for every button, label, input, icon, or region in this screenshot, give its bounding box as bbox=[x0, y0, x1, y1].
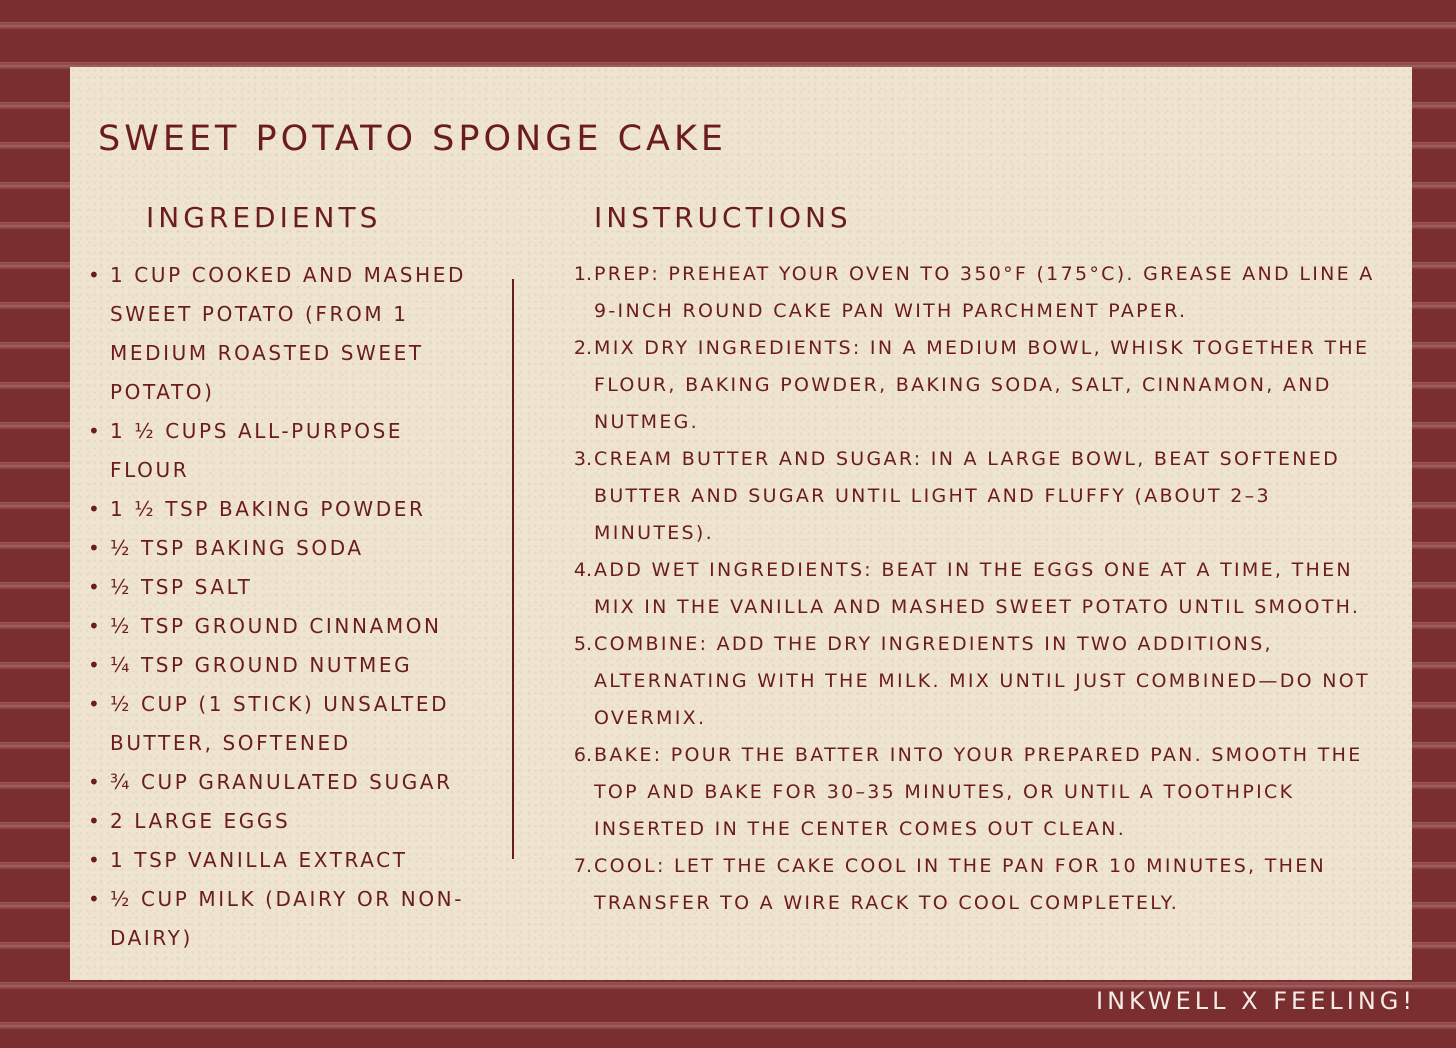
bullet-icon: • bbox=[88, 770, 103, 794]
ingredient-item bbox=[88, 256, 488, 412]
step-number: 4. bbox=[573, 559, 592, 581]
ingredient-item bbox=[88, 685, 488, 763]
instruction-step bbox=[564, 256, 1384, 330]
step-number: 3. bbox=[573, 448, 592, 470]
instruction-step bbox=[564, 441, 1384, 552]
brand-footer: INKWELL X FEELING! bbox=[1095, 987, 1416, 1015]
ingredient-text: ½ TSP GROUND CINNAMON bbox=[110, 614, 442, 638]
instruction-step bbox=[564, 552, 1384, 626]
bullet-icon: • bbox=[88, 575, 103, 599]
step-number: 1. bbox=[573, 263, 592, 285]
ingredient-text: 1 ½ CUPS ALL-PURPOSE FLOUR bbox=[110, 419, 404, 482]
bullet-icon: • bbox=[88, 887, 103, 911]
instructions-list bbox=[564, 256, 1384, 922]
instruction-step bbox=[564, 737, 1384, 848]
step-text: PREP: PREHEAT YOUR OVEN TO 350°F (175°C). GREASE AND LINE A 9-INCH ROUND CAKE PAN WITH PARCHMENT PAPER. bbox=[594, 263, 1375, 322]
step-number: 2. bbox=[573, 337, 592, 359]
ingredients-list bbox=[88, 256, 488, 958]
bullet-icon: • bbox=[88, 497, 103, 521]
ingredient-text: ½ TSP SALT bbox=[110, 575, 253, 599]
step-text: BAKE: POUR THE BATTER INTO YOUR PREPARED PAN. SMOOTH THE TOP AND BAKE FOR 30–35 MINUTES, OR UNTIL A TOOTHPICK INSERTED IN THE CENTER COMES OUT CLEAN. bbox=[594, 744, 1363, 840]
ingredient-item bbox=[88, 490, 488, 529]
step-text: COMBINE: ADD THE DRY INGREDIENTS IN TWO ADDITIONS, ALTERNATING WITH THE MILK. MIX UNTIL JUST COMBINED—DO NOT OVERMIX. bbox=[594, 633, 1370, 729]
recipe-card bbox=[70, 67, 1412, 980]
recipe-title: SWEET POTATO SPONGE CAKE bbox=[98, 119, 728, 159]
instruction-step bbox=[564, 626, 1384, 737]
step-text: COOL: LET THE CAKE COOL IN THE PAN FOR 10 MINUTES, THEN TRANSFER TO A WIRE RACK TO COOL COMPLETELY. bbox=[594, 855, 1327, 914]
ingredient-item bbox=[88, 646, 488, 685]
ingredient-item bbox=[88, 763, 488, 802]
ingredient-text: ½ TSP BAKING SODA bbox=[110, 536, 364, 560]
ingredient-item bbox=[88, 568, 488, 607]
ingredient-text: ½ CUP MILK (DAIRY OR NON-DAIRY) bbox=[110, 887, 465, 950]
column-divider bbox=[512, 279, 514, 859]
instruction-step bbox=[564, 330, 1384, 441]
step-text: ADD WET INGREDIENTS: BEAT IN THE EGGS ONE AT A TIME, THEN MIX IN THE VANILLA AND MASHED SWEET POTATO UNTIL SMOOTH. bbox=[594, 559, 1361, 618]
ingredient-text: 1 TSP VANILLA EXTRACT bbox=[110, 848, 408, 872]
ingredient-text: ½ CUP (1 STICK) UNSALTED BUTTER, SOFTENED bbox=[110, 692, 450, 755]
instructions-heading: INSTRUCTIONS bbox=[594, 201, 852, 234]
bullet-icon: • bbox=[88, 809, 103, 833]
step-number: 6. bbox=[573, 744, 592, 766]
ingredient-item bbox=[88, 880, 488, 958]
step-text: MIX DRY INGREDIENTS: IN A MEDIUM BOWL, WHISK TOGETHER THE FLOUR, BAKING POWDER, BAKING SODA, SALT, CINNAMON, AND NUTMEG. bbox=[594, 337, 1370, 433]
ingredient-text: 1 ½ TSP BAKING POWDER bbox=[110, 497, 426, 521]
bullet-icon: • bbox=[88, 692, 103, 716]
step-text: CREAM BUTTER AND SUGAR: IN A LARGE BOWL, BEAT SOFTENED BUTTER AND SUGAR UNTIL LIGHT AND FLUFFY (ABOUT 2–3 MINUTES). bbox=[594, 448, 1341, 544]
ingredients-heading: INGREDIENTS bbox=[146, 201, 382, 234]
bullet-icon: • bbox=[88, 614, 103, 638]
ingredient-text: 1 CUP COOKED AND MASHED SWEET POTATO (FROM 1 MEDIUM ROASTED SWEET POTATO) bbox=[110, 263, 466, 404]
ingredient-text: 2 LARGE EGGS bbox=[110, 809, 291, 833]
ingredient-item bbox=[88, 529, 488, 568]
ingredient-text: ¼ TSP GROUND NUTMEG bbox=[110, 653, 413, 677]
bullet-icon: • bbox=[88, 263, 103, 287]
step-number: 5. bbox=[573, 633, 592, 655]
bullet-icon: • bbox=[88, 653, 103, 677]
ingredient-item bbox=[88, 841, 488, 880]
ingredient-item bbox=[88, 412, 488, 490]
instruction-step bbox=[564, 848, 1384, 922]
bullet-icon: • bbox=[88, 536, 103, 560]
ingredient-item bbox=[88, 802, 488, 841]
ingredient-item bbox=[88, 607, 488, 646]
bullet-icon: • bbox=[88, 848, 103, 872]
ingredient-text: ¾ CUP GRANULATED SUGAR bbox=[110, 770, 453, 794]
step-number: 7. bbox=[573, 855, 592, 877]
bullet-icon: • bbox=[88, 419, 103, 443]
